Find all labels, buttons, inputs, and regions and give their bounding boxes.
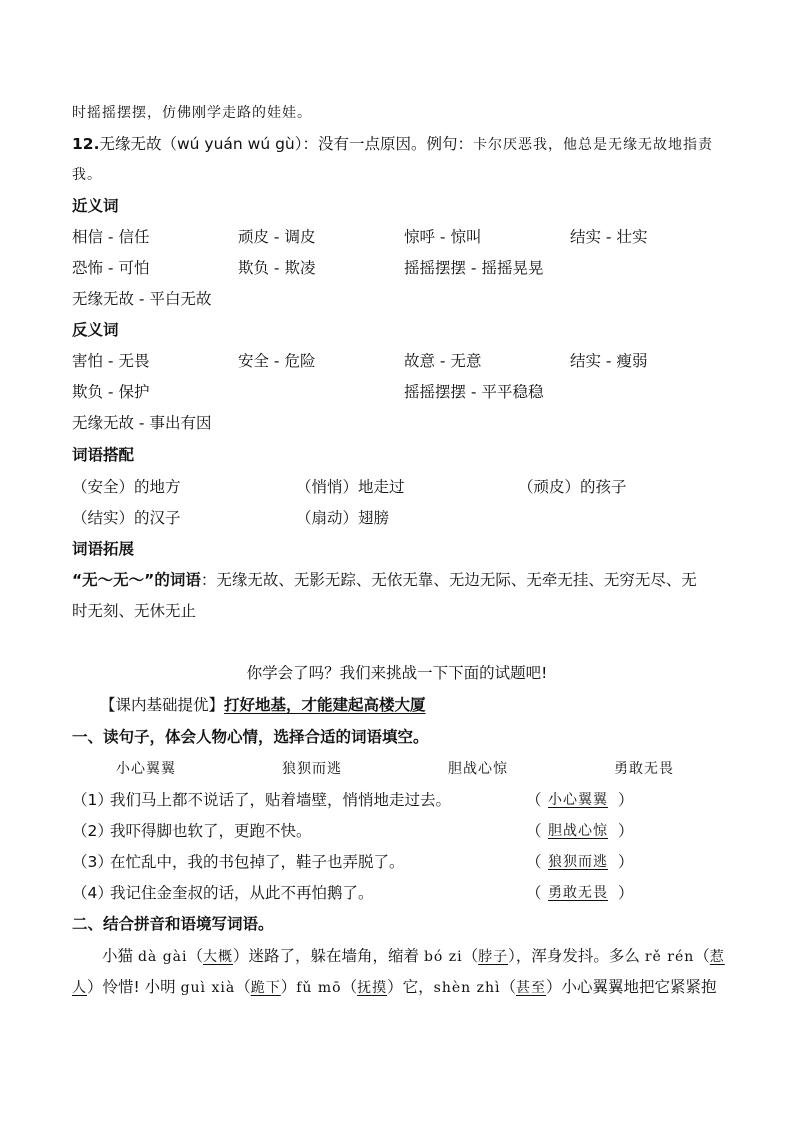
paren: （: [187, 947, 203, 965]
item-sentence: 我们马上都不说话了，贴着墙壁，悄悄地走过去。: [110, 791, 452, 809]
answer-blank[interactable]: 惹: [709, 949, 725, 965]
q1-choices: [72, 758, 734, 780]
answer-blank[interactable]: 勇敢无畏: [548, 885, 608, 901]
synonyms-row-1: [72, 226, 734, 248]
item-number: 12.: [72, 135, 100, 153]
antonym-pair: 摇摇摆摆 - 平平稳稳: [404, 383, 544, 401]
item-pinyin: （wú yuán wú gù）: [161, 135, 303, 153]
antonym-pair: 安全 - 危险: [238, 352, 316, 370]
antonym-pair: 欺负 - 保护: [72, 383, 150, 401]
pinyin: rě rén: [644, 949, 695, 965]
answer-blank[interactable]: 胆战心惊: [548, 823, 608, 839]
q2-passage-line-1: [102, 945, 725, 968]
antonym-pair: 害怕 - 无畏: [72, 352, 150, 370]
q1-item-4: [72, 882, 734, 904]
answer-blank[interactable]: 大概: [203, 949, 233, 965]
item-number: （1）: [72, 791, 113, 809]
choice-word: 小心翼翼: [116, 761, 176, 777]
expansion-label: “无～无～”的词语: [72, 571, 201, 589]
answer-paren-close: ）: [618, 853, 634, 871]
q1-item-2: [72, 820, 734, 842]
item-sentence: 我记住金奎叔的话，从此不再怕鹅了。: [110, 884, 374, 902]
item-number: （3）: [72, 853, 113, 871]
passage-text: ）它，: [387, 978, 434, 996]
antonyms-row-3: [72, 412, 734, 434]
section-label: 【课内基础提优】: [100, 696, 225, 714]
answer-blank[interactable]: 抚摸: [357, 980, 388, 996]
item-sentence: 我吓得脚也软了，更跑不快。: [110, 822, 312, 840]
answer-paren-open: （: [526, 884, 542, 902]
expansion-words: ：无缘无故、无影无踪、无依无靠、无边无际、无牵无挂、无穷无尽、无: [200, 571, 697, 589]
choice-word: 勇敢无畏: [614, 761, 674, 777]
item-word: 无缘无故: [99, 135, 162, 153]
expansion-line-2: 时无刻、无休无止: [72, 602, 197, 620]
answer-paren-open: （: [526, 853, 542, 871]
synonym-pair: 无缘无故 - 平白无故: [72, 290, 212, 308]
collocation-item: （悄悄）地走过: [296, 478, 405, 496]
challenge-prompt: 你学会了吗？我们来挑战一下下面的试题吧!: [246, 664, 548, 682]
answer-blank[interactable]: 脖子: [478, 949, 509, 965]
antonym-pair: 结实 - 瘦弱: [570, 352, 648, 370]
q2-title: 二、结合拼音和语境写词语。: [72, 915, 274, 933]
pinyin: guì xià: [180, 980, 236, 996]
paren: （: [462, 947, 479, 965]
paren: （: [500, 978, 516, 996]
collocation-item: （安全）的地方: [72, 478, 181, 496]
answer-blank[interactable]: 狼狈而逃: [548, 854, 608, 870]
answer-paren-close: ）: [618, 884, 634, 902]
passage-text: 小猫: [102, 947, 138, 965]
answer-blank[interactable]: 人: [72, 980, 87, 996]
item-example: 卡尔厌恶我，他总是无缘无故地指责: [473, 137, 714, 153]
answer-paren-close: ）: [618, 791, 634, 809]
collocation-item: （结实）的汉子: [72, 509, 181, 527]
choice-word: 狼狈而逃: [282, 761, 342, 777]
synonym-pair: 摇摇摆摆 - 摇摇晃晃: [404, 259, 544, 277]
q1-title: 一、读句子，体会人物心情，选择合适的词语填空。: [72, 728, 429, 746]
synonym-pair: 结实 - 壮实: [570, 228, 648, 246]
pinyin: fǔ mō: [296, 980, 342, 996]
synonyms-heading: 近义词: [72, 197, 119, 215]
passage-text: ），浑身发抖。多么: [508, 947, 645, 965]
answer-paren-open: （: [526, 822, 542, 840]
collocation-row-2: [72, 507, 734, 529]
pinyin: bó zi: [423, 949, 463, 965]
q1-item-1: [72, 789, 734, 811]
passage-text: ）: [280, 978, 297, 996]
answer-paren-close: ）: [618, 822, 634, 840]
q2-passage-line-2: [72, 976, 717, 999]
expansion-line-1: [72, 569, 697, 591]
item-number: （4）: [72, 884, 113, 902]
passage-text: ）迷路了，躲在墙角，缩着: [233, 947, 424, 965]
paren: （: [341, 978, 358, 996]
synonyms-row-3: [72, 288, 734, 310]
item-sentence: 在忙乱中，我的书包掉了，鞋子也弄脱了。: [110, 853, 405, 871]
pinyin: shèn zhì: [433, 980, 501, 996]
item-12-definition: [72, 133, 713, 156]
antonym-pair: 无缘无故 - 事出有因: [72, 414, 212, 432]
answer-blank[interactable]: 小心翼翼: [548, 792, 608, 808]
collocation-item: （顽皮）的孩子: [518, 478, 627, 496]
antonyms-row-2: [72, 381, 734, 403]
paren: （: [235, 978, 251, 996]
synonym-pair: 顽皮 - 调皮: [238, 228, 316, 246]
answer-paren-open: （: [526, 791, 542, 809]
section-slogan: 打好地基，才能建起高楼大厦: [224, 696, 426, 714]
paren: （: [694, 947, 710, 965]
q1-item-3: [72, 851, 734, 873]
synonyms-row-2: [72, 257, 734, 279]
item-number: （2）: [72, 822, 113, 840]
synonym-pair: 恐怖 - 可怕: [72, 259, 150, 277]
synonym-pair: 欺负 - 欺凌: [238, 259, 316, 277]
passage-text: ）怜惜! 小明: [87, 978, 181, 996]
expansion-heading: 词语拓展: [72, 540, 135, 558]
answer-blank[interactable]: 跪下: [250, 980, 281, 996]
antonyms-row-1: [72, 350, 734, 372]
collocation-heading: 词语搭配: [72, 446, 135, 464]
continuation-line: 时摇摇摆摆，仿佛刚学走路的娃娃。: [72, 105, 312, 121]
item-example-cont: 我。: [72, 167, 102, 183]
antonym-pair: 故意 - 无意: [404, 352, 482, 370]
answer-blank[interactable]: 甚至: [515, 980, 546, 996]
collocation-row-1: [72, 476, 734, 498]
choice-word: 胆战心惊: [448, 761, 508, 777]
pinyin: dà gài: [137, 949, 188, 965]
collocation-item: （扇动）翅膀: [296, 509, 390, 527]
synonym-pair: 惊呼 - 惊叫: [404, 228, 482, 246]
item-definition: ：没有一点原因。例句：: [302, 135, 474, 153]
passage-text: ）小心翼翼地把它紧紧抱: [545, 978, 717, 996]
antonyms-heading: 反义词: [72, 321, 119, 339]
synonym-pair: 相信 - 信任: [72, 228, 150, 246]
section-banner: [100, 694, 426, 716]
